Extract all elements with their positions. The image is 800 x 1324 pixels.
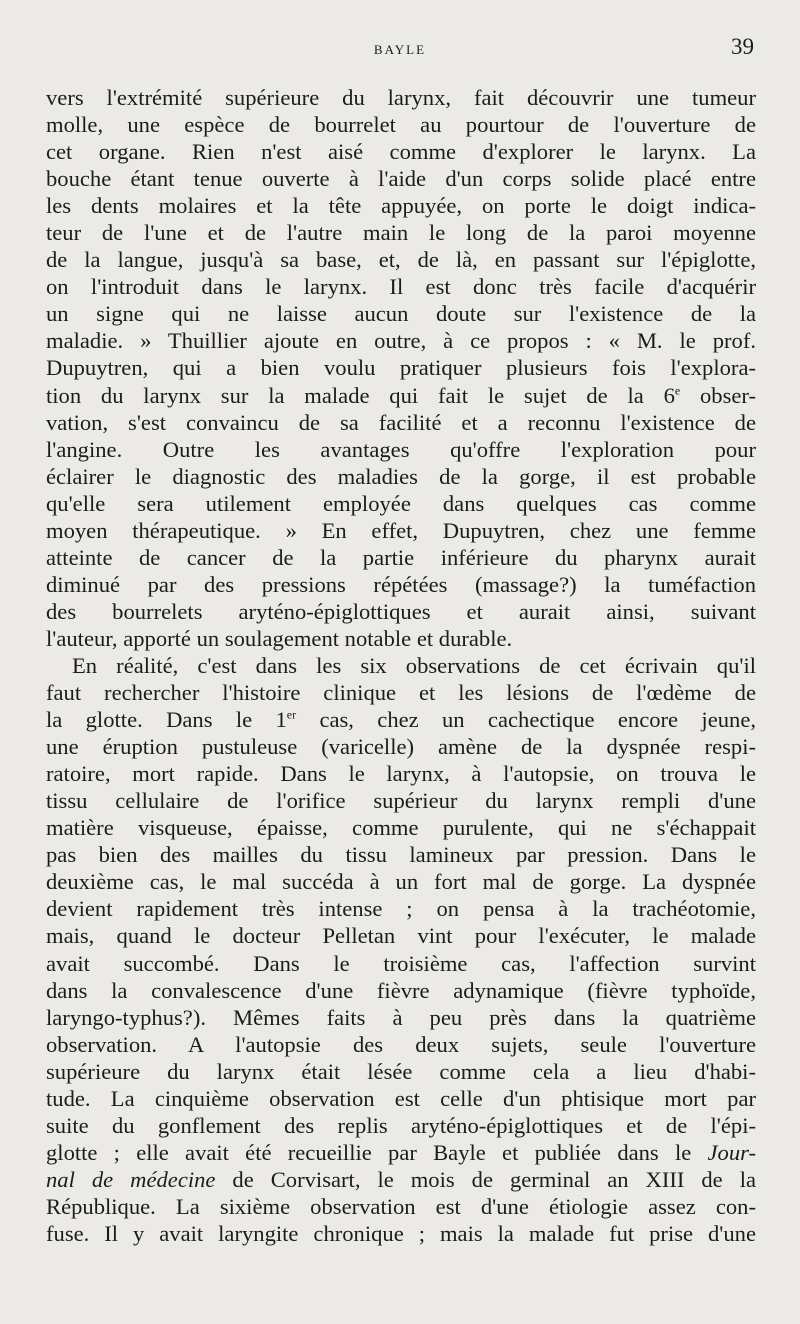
text-line: atteinte de cancer de la partie inférieure du pharynx aurait	[46, 544, 756, 570]
text-line: moyen thérapeutique. » En effet, Dupuytren, chez une femme	[46, 517, 756, 543]
text-line: Dupuytren, qui a bien voulu pratiquer plusieurs fois l'explora-	[46, 355, 756, 381]
text-line	[46, 382, 756, 409]
text-line: faut rechercher l'histoire clinique et les lésions de l'œdème de	[46, 680, 756, 706]
paragraph-start-line: En réalité, c'est dans les six observations de cet écrivain qu'il	[72, 652, 756, 678]
text-line: tissu cellulaire de l'orifice supérieur du larynx rempli d'une	[46, 788, 756, 814]
italic-title: nal de médecine	[46, 1166, 216, 1192]
text-line: molle, une espèce de bourrelet au pourtour de l'ouverture de	[46, 112, 756, 138]
text-line: des bourrelets aryténo-épiglottiques et aurait ainsi, suivant	[46, 598, 756, 624]
text-line	[46, 706, 756, 733]
text-line: qu'elle sera utilement employée dans quelques cas comme	[46, 490, 756, 516]
text-line: teur de l'une et de l'autre main le long de la paroi moyenne	[46, 220, 756, 246]
text-run: obser-	[680, 382, 756, 408]
paragraph-end-line: l'auteur, apporté un soulagement notable et durable.	[46, 625, 513, 651]
text-line: de la langue, jusqu'à sa base, et, de là, en passant sur l'épiglotte,	[46, 247, 756, 273]
text-line	[46, 1166, 756, 1193]
text-line: deuxième cas, le mal succéda à un fort mal de gorge. La dyspnée	[46, 869, 756, 895]
running-head	[0, 34, 800, 64]
text-line: on l'introduit dans le larynx. Il est donc très facile d'acquérir	[46, 274, 756, 300]
text-line: supérieure du larynx était lésée comme cela a lieu d'habi-	[46, 1058, 756, 1084]
text-line: maladie. » Thuillier ajoute en outre, à ce propos : « M. le prof.	[46, 328, 756, 354]
text-run: de Corvisart, le mois de germinal an XIII de la	[215, 1166, 756, 1192]
text-line: ratoire, mort rapide. Dans le larynx, à l'autopsie, on trouva le	[46, 761, 756, 787]
page-number: 39	[731, 34, 754, 59]
text-line: mais, quand le docteur Pelletan vint pour l'exécuter, le malade	[46, 923, 756, 949]
text-line: éclairer le diagnostic des maladies de la gorge, il est probable	[46, 463, 756, 489]
text-run: tion du larynx sur la malade qui fait le sujet de la 6	[46, 382, 675, 408]
text-run: cas, chez un cachectique encore jeune,	[296, 707, 756, 733]
text-line: vers l'extrémité supérieure du larynx, fait découvrir une tumeur	[46, 85, 756, 110]
text-line: une éruption pustuleuse (varicelle) amène de la dyspnée respi-	[46, 734, 756, 760]
italic-title: Jour-	[707, 1139, 756, 1165]
text-line: cet organe. Rien n'est aisé comme d'explorer le larynx. La	[46, 139, 756, 165]
text-line: République. La sixième observation est d'une étiologie assez con-	[46, 1193, 756, 1219]
superscript: er	[286, 707, 297, 722]
text-line: dans la convalescence d'une fièvre adynamique (fièvre typhoïde,	[46, 977, 756, 1003]
text-line: bouche étant tenue ouverte à l'aide d'un corps solide placé entre	[46, 166, 756, 192]
text-line: devient rapidement très intense ; on pensa à la trachéotomie,	[46, 896, 756, 922]
text-run: la glotte. Dans le 1	[46, 707, 287, 733]
text-line: suite du gonflement des replis aryténo-épiglottiques et de l'épi-	[46, 1112, 756, 1138]
text-line: tude. La cinquième observation est celle d'un phtisique mort par	[46, 1085, 756, 1111]
text-line: l'angine. Outre les avantages qu'offre l'exploration pour	[46, 436, 756, 462]
text-line: observation. A l'autopsie des deux sujets, seule l'ouverture	[46, 1031, 756, 1057]
text-line: matière visqueuse, épaisse, comme purulente, qui ne s'échappait	[46, 815, 756, 841]
text-line: laryngo-typhus?). Mêmes faits à peu près dans la quatrième	[46, 1004, 756, 1030]
text-line: les dents molaires et la tête appuyée, on porte le doigt indica-	[46, 193, 756, 219]
running-title: BAYLE	[373, 42, 427, 57]
text-line: pas bien des mailles du tissu lamineux par pression. Dans le	[46, 842, 756, 868]
text-line: un signe qui ne laisse aucun doute sur l'existence de la	[46, 301, 756, 327]
text-line: diminué par des pressions répétées (massage?) la tuméfaction	[46, 571, 756, 597]
superscript: e	[674, 382, 681, 397]
text-line	[46, 1139, 756, 1166]
text-line: vation, s'est convaincu de sa facilité et a reconnu l'existence de	[46, 409, 756, 435]
text-line: avait succombé. Dans le troisième cas, l'affection survint	[46, 950, 756, 976]
text-run: glotte ; elle avait été recueillie par Bayle et publiée dans le	[46, 1139, 708, 1165]
text-line: fuse. Il y avait laryngite chronique ; mais la malade fut prise d'une	[46, 1220, 756, 1246]
body-text	[46, 84, 756, 1247]
